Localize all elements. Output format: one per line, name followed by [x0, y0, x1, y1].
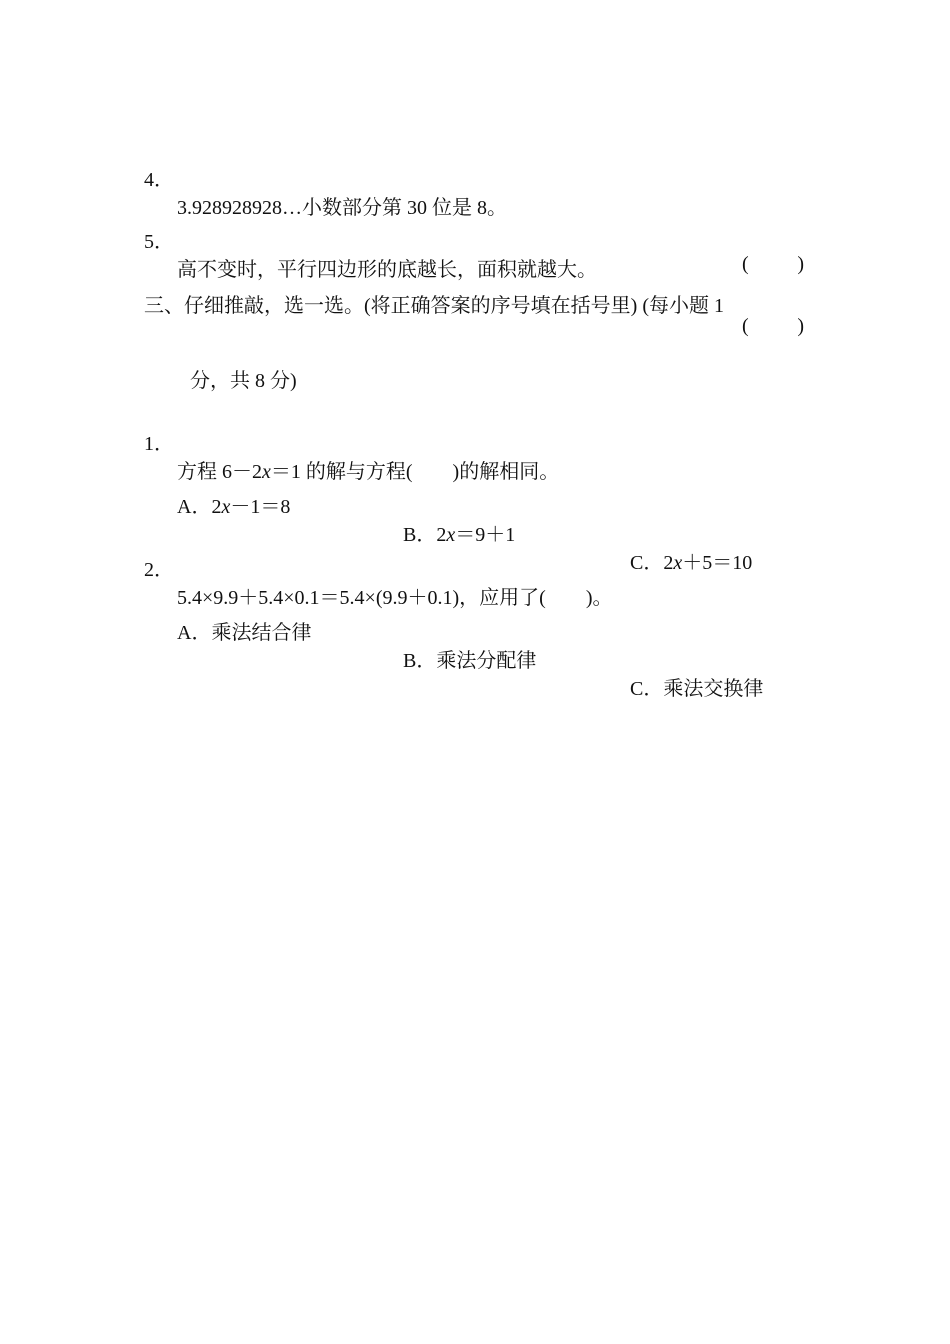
open-paren: (: [742, 315, 749, 337]
section-title-line-2: 分，共 8 分): [190, 370, 297, 392]
section-3-heading-cont: [0, 339, 297, 395]
answer-blank: [742, 250, 804, 278]
option-c[interactable]: [630, 675, 763, 703]
option-label: A．: [177, 622, 212, 644]
question-number: 1．: [144, 433, 174, 455]
item-text: 高不变时，平行四边形的底越长，面积就越大。: [177, 259, 597, 281]
option-c[interactable]: C．2x＋5＝10: [630, 549, 752, 577]
answer-blank: [742, 312, 804, 340]
option-a[interactable]: A．2x－1＝8: [177, 493, 290, 521]
question-stem: 方程 6－2x＝1 的解与方程( )的解相同。: [177, 461, 560, 483]
item-number: 4．: [144, 169, 174, 191]
option-label: C．: [630, 552, 664, 574]
item-text: 3.928928928…小数部分第 30 位是 8。: [177, 197, 507, 219]
section-title-line-1: 三、仔细推敲，选一选。(将正确答案的序号填在括号里) (每小题 1: [144, 295, 724, 317]
option-b[interactable]: B．2x＝9＋1: [403, 521, 515, 549]
option-label: A．: [177, 496, 212, 518]
option-b[interactable]: [403, 647, 536, 675]
close-paren: ): [797, 315, 804, 337]
option-label: C．: [630, 678, 664, 700]
option-a[interactable]: [177, 619, 311, 647]
question-number: 2．: [144, 559, 174, 581]
open-paren: (: [742, 253, 749, 275]
option-text: 乘法结合律: [211, 622, 312, 644]
option-label: B．: [403, 650, 437, 672]
question-stem: 5.4×9.9＋5.4×0.1＝5.4×(9.9＋0.1)，应用了( )。: [177, 587, 613, 609]
option-text: 乘法分配律: [436, 650, 537, 672]
close-paren: ): [797, 253, 804, 275]
option-text: 乘法交换律: [663, 678, 764, 700]
item-number: 5．: [144, 231, 174, 253]
option-label: B．: [403, 524, 437, 546]
